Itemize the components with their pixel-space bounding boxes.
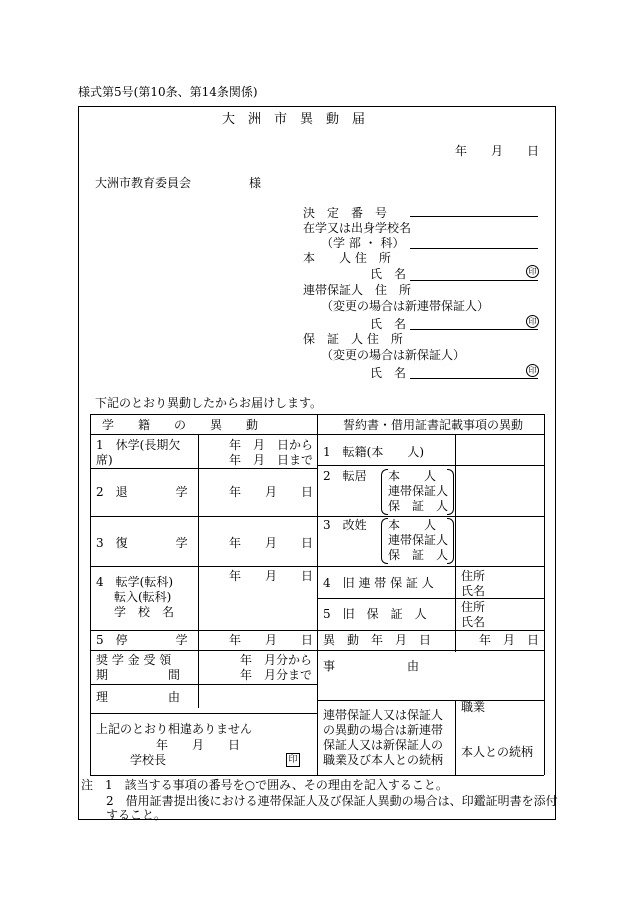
right-row-rule: [317, 650, 544, 651]
row3-date[interactable]: 年 月 日: [229, 536, 314, 550]
relation-label: 本人との続柄: [461, 745, 534, 759]
row5-label: 5 停 学: [96, 633, 188, 647]
r5-label: 5 旧 保 証 人: [323, 607, 427, 621]
row4-label-2: 転入(転科): [114, 590, 172, 604]
r4-address-label: 住所: [461, 569, 486, 583]
joint-guarantor-address-label: 連帯保証人 住 所: [303, 283, 412, 297]
school-name-field[interactable]: [410, 248, 538, 249]
note-2-line-1: 2 借用証書提出後における連帯保証人及び保証人異動の場合は、印鑑証明書を添付: [106, 794, 558, 808]
r3-opt-person[interactable]: 本 人: [388, 518, 437, 532]
right-col-divider-low: [455, 700, 456, 775]
guarantor-name-label: 氏 名: [370, 366, 407, 380]
row6-date-1[interactable]: 年 月分から: [240, 653, 313, 667]
confirm-text: 上記のとおり相違ありません: [96, 722, 253, 736]
right-col-divider: [455, 434, 456, 652]
row4-label-1: 4 転学(転科): [96, 575, 173, 589]
row1-label-1: 1 休学(長期欠: [96, 438, 181, 452]
addressee: 大洲市教育委員会: [95, 176, 192, 190]
r1-label: 1 転籍(本 人): [323, 445, 424, 459]
school-name-label: 在学又は出身学校名: [303, 221, 412, 235]
joint-guarantor-name-field[interactable]: [410, 329, 538, 330]
row7-label: 理 由: [96, 690, 181, 704]
guarantor-note: （変更の場合は新保証人）: [321, 348, 466, 362]
row1-date-1[interactable]: 年 月 日から: [229, 438, 314, 452]
joint-guarantor-seal-icon: 印: [526, 315, 539, 328]
guarantor-seal-icon: 印: [526, 364, 539, 377]
r2-label: 2 転居: [323, 469, 367, 483]
right-table-header: 誓約書・借用証書記載事項の異動: [343, 418, 524, 432]
note-line-3: 保証人又は新保証人の: [323, 738, 444, 752]
row4-label-3: 学 校 名: [114, 605, 175, 619]
addressee-suffix: 様: [249, 176, 262, 190]
note-1: 注 1 該当する事項の番号を○で囲み、その理由を記入すること。: [81, 778, 448, 792]
right-row-rule: [317, 516, 544, 517]
table-right: [544, 414, 545, 775]
left-row-rule: [90, 516, 317, 517]
decision-number-label: 決 定 番 号: [303, 206, 388, 220]
change-date-value[interactable]: 年 月 日: [479, 633, 540, 647]
right-row-rule: [317, 700, 544, 701]
r3-opt-guarantor[interactable]: 保 証 人: [388, 548, 449, 562]
r2-opt-guarantor[interactable]: 保 証 人: [388, 499, 449, 513]
principal-label: 学校長: [130, 753, 167, 767]
person-address-label: 本 人 住 所: [303, 251, 391, 265]
principal-seal-icon: 印: [286, 753, 300, 767]
person-name-field[interactable]: [410, 280, 538, 281]
change-date-label: 異 動 年 月 日: [323, 633, 432, 647]
row6-date-2[interactable]: 年 月分まで: [240, 668, 313, 682]
row2-label: 2 退 学: [96, 485, 188, 499]
table-mid: [317, 414, 318, 775]
reason-label: 事 由: [323, 659, 420, 673]
date-line: 年 月 日: [455, 144, 540, 158]
row4-date[interactable]: 年 月 日: [229, 569, 314, 583]
right-row-rule: [317, 566, 544, 567]
left-row-rule: [90, 713, 317, 714]
r2-opt-joint[interactable]: 連帯保証人: [388, 484, 449, 498]
row2-date[interactable]: 年 月 日: [229, 485, 314, 499]
guarantor-name-field[interactable]: [410, 378, 538, 379]
row6-label-2: 期 間: [96, 668, 181, 682]
row1-label-2: 席): [96, 453, 113, 467]
r5-name-label: 氏名: [461, 615, 486, 629]
right-row-rule: [317, 465, 544, 466]
form-title: 大 洲 市 異 動 届: [222, 112, 366, 127]
form-number: 様式第5号(第10条、第14条関係): [78, 85, 258, 99]
row5-date[interactable]: 年 月 日: [229, 633, 314, 647]
bracket-right-icon: [447, 518, 454, 564]
table-bottom: [90, 775, 544, 776]
intro-text: 下記のとおり異動したからお届けします。: [95, 396, 323, 410]
right-row-rule: [317, 598, 544, 599]
joint-guarantor-note: （変更の場合は新連帯保証人）: [321, 299, 490, 313]
note-line-1: 連帯保証人又は保証人: [323, 708, 444, 722]
note-2-line-2: すること。: [106, 808, 167, 822]
bracket-left-icon: [381, 518, 388, 564]
r3-label: 3 改姓: [323, 518, 367, 532]
r3-opt-joint[interactable]: 連帯保証人: [388, 533, 449, 547]
joint-guarantor-name-label: 氏 名: [370, 317, 407, 331]
right-row-rule: [317, 630, 544, 631]
left-row-rule: [90, 650, 317, 651]
r4-name-label: 氏名: [461, 584, 486, 598]
left-row-rule: [90, 630, 317, 631]
row6-label-1: 奨 学 金 受 領: [96, 653, 172, 667]
r4-label: 4 旧 連 帯 保 証 人: [323, 576, 434, 590]
row1-date-2[interactable]: 年 月 日まで: [229, 453, 314, 467]
r5-address-label: 住所: [461, 600, 486, 614]
left-row-rule: [90, 684, 317, 685]
bracket-left-icon: [381, 469, 388, 515]
person-name-label: 氏 名: [370, 267, 407, 281]
left-table-header: 学 籍 の 異 動: [102, 418, 259, 432]
r2-opt-person[interactable]: 本 人: [388, 469, 437, 483]
department-label: （学 部 ・ 科）: [321, 236, 405, 250]
guarantor-address-label: 保 証 人 住 所: [303, 332, 403, 346]
person-seal-icon: 印: [526, 265, 539, 278]
confirm-date[interactable]: 年 月 日: [156, 738, 241, 752]
note-line-2: の異動の場合は新連帯: [323, 723, 444, 737]
decision-number-field[interactable]: [410, 216, 538, 217]
occupation-label: 職業: [461, 700, 486, 714]
header-rule: [90, 434, 544, 435]
left-row-rule: [90, 468, 317, 469]
bracket-right-icon: [447, 469, 454, 515]
note-line-4: 職業及び本人との続柄: [323, 753, 444, 767]
row3-label: 3 復 学: [96, 536, 188, 550]
left-row-rule: [90, 566, 317, 567]
left-col-divider: [198, 434, 199, 708]
